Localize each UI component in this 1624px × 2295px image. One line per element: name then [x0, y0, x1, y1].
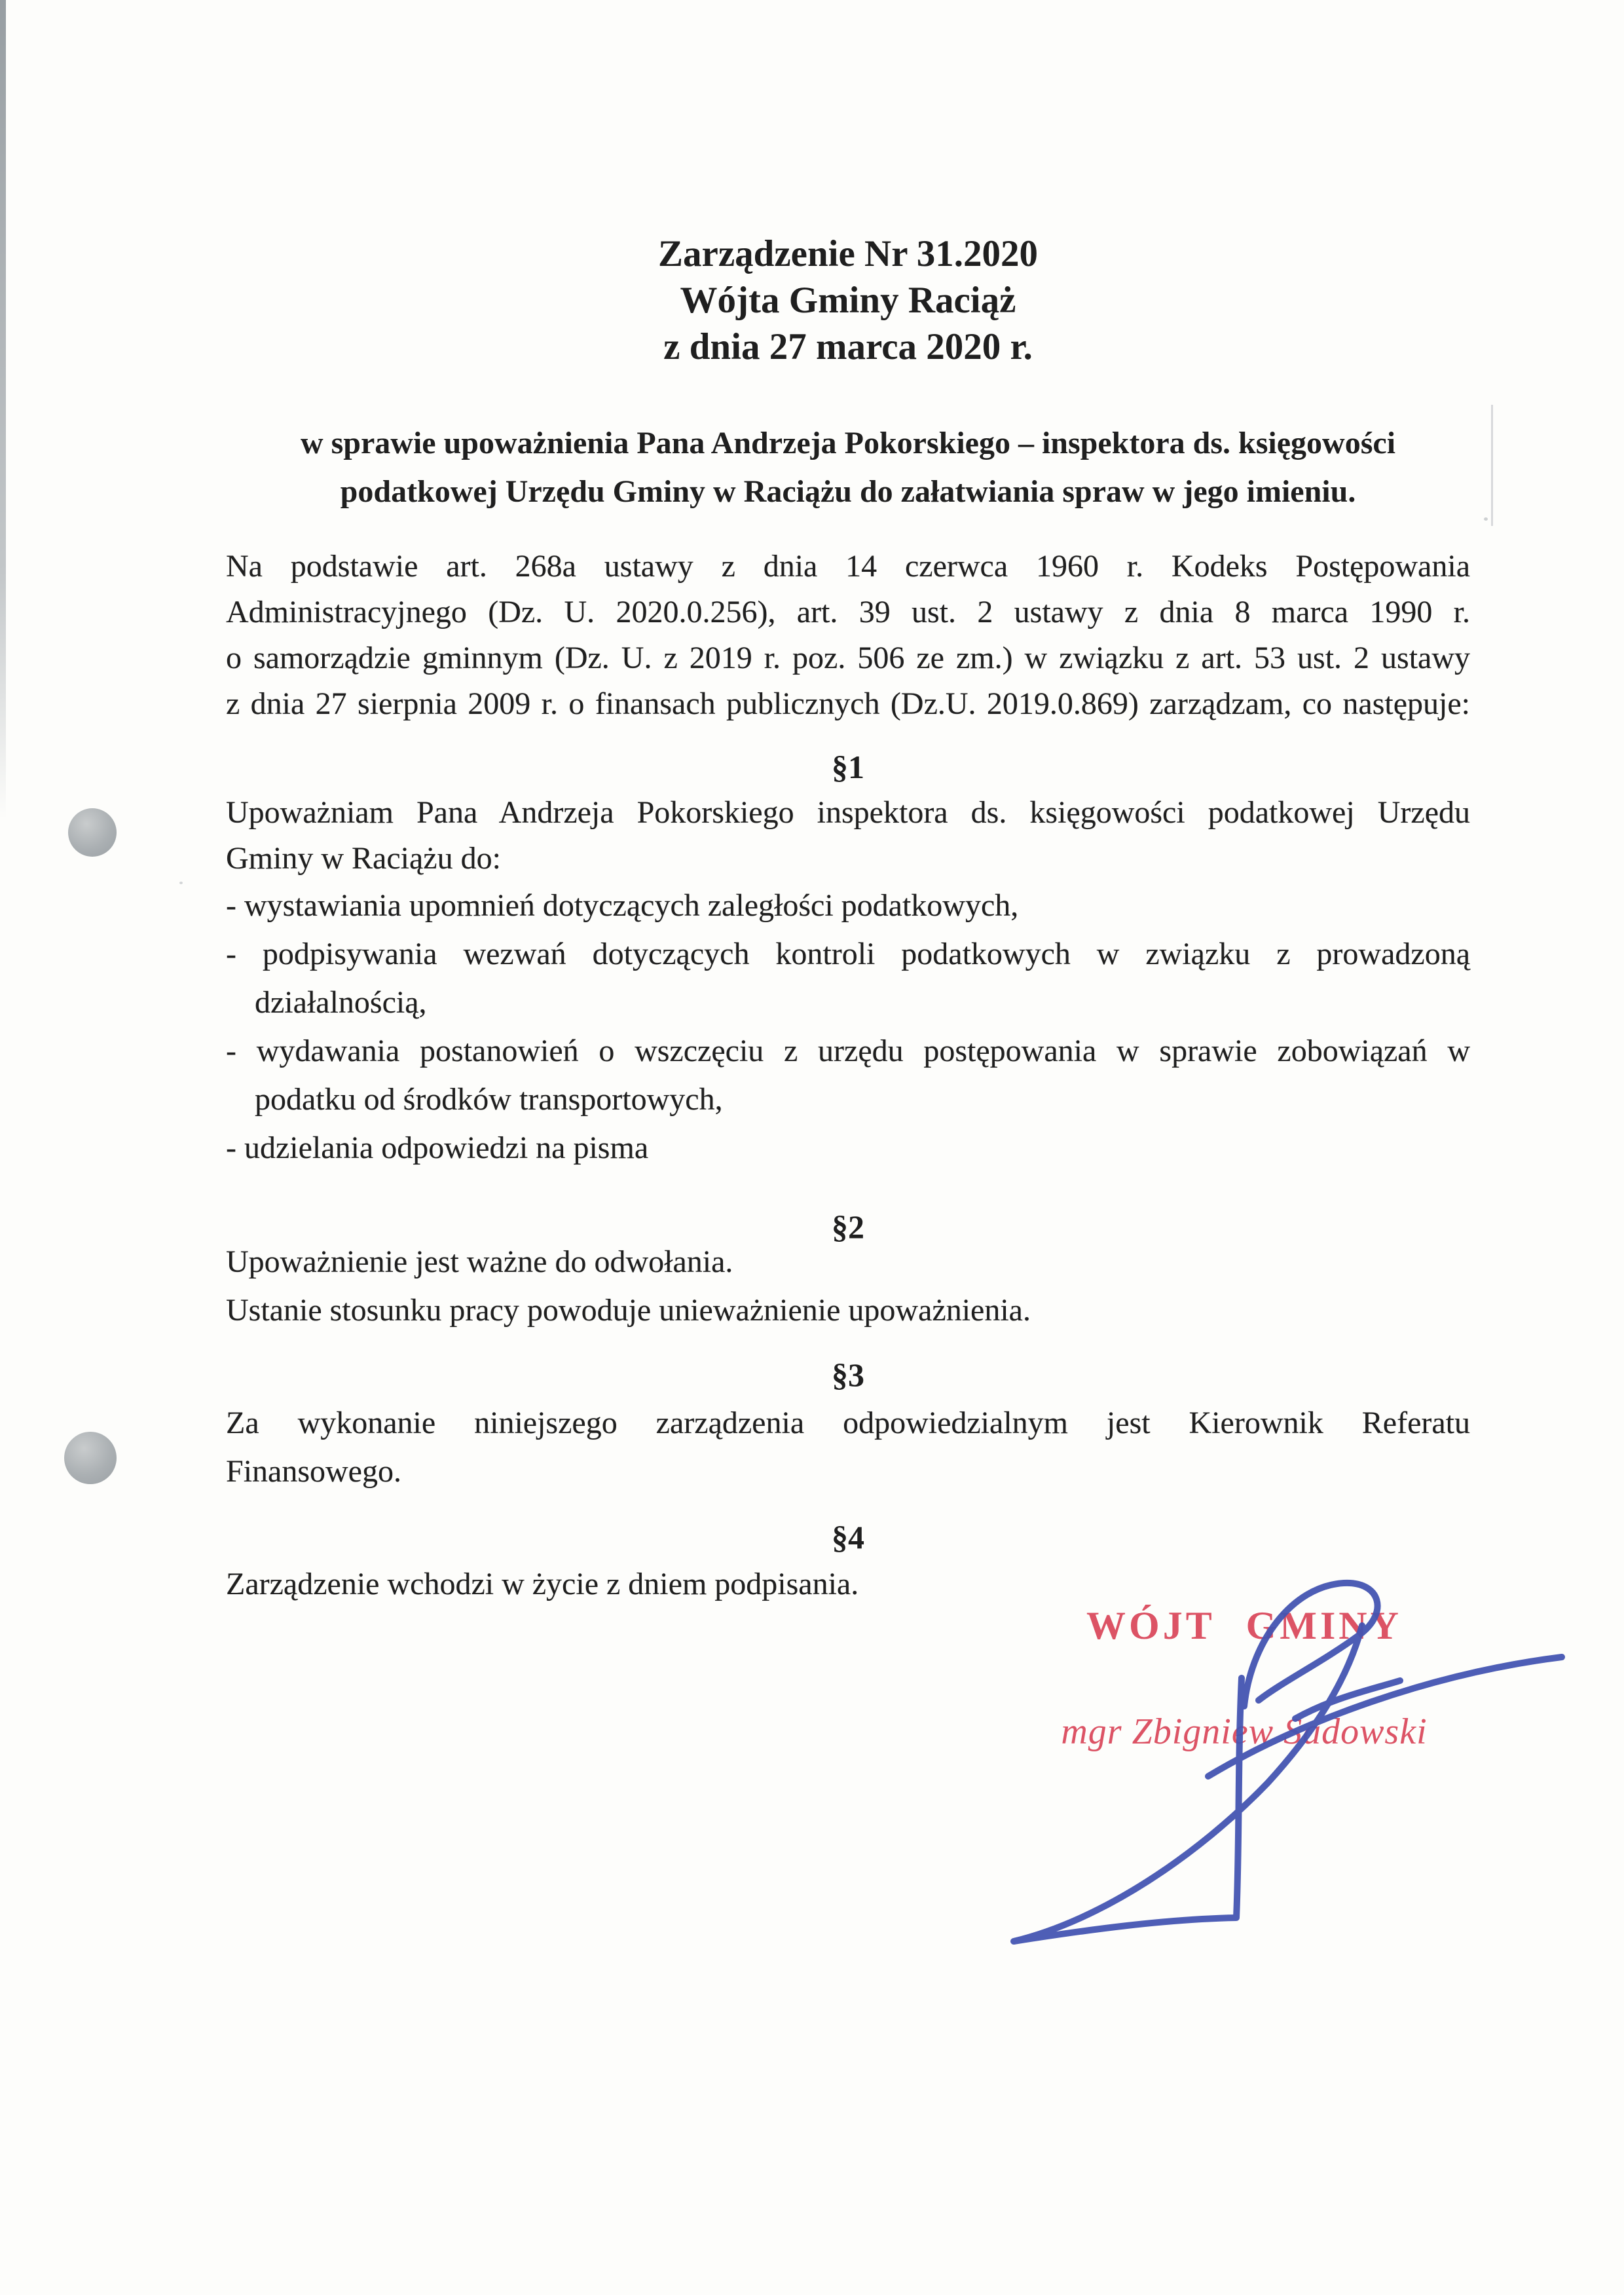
bullet-line: - podpisywania wezwań dotyczących kontroli podatkowych w związku z prowadzoną	[226, 937, 1470, 971]
handwritten-signature	[969, 1565, 1572, 1971]
stamp-title: WÓJT GMINY	[1086, 1604, 1402, 1647]
punch-hole-top	[68, 808, 117, 857]
section-1-paragraph	[226, 790, 1470, 882]
bullet-line: - wydawania postanowień o wszczęciu z urzędu postępowania w sprawie zobowiązań w	[226, 1034, 1470, 1068]
bullet-line: - wystawiania upomnień dotyczących zaległości podatkowych,	[226, 888, 1019, 923]
section-3-header: §3	[832, 1356, 864, 1393]
bullet-continuation-line: działalnością,	[255, 985, 427, 1020]
section-1-header: §1	[832, 749, 864, 785]
title-line: z dnia 27 marca 2020 r.	[663, 326, 1033, 367]
bullet-line: - udzielania odpowiedzi na pisma	[226, 1130, 649, 1165]
scan-speck	[179, 882, 183, 884]
paragraph-line: Zarządzenie wchodzi w życie z dniem podpisania.	[226, 1567, 859, 1601]
paragraph-line: o samorządzie gminnym (Dz. U. z 2019 r. poz. 506 ze zm.) w związku z art. 53 ust. 2 ustawy	[226, 641, 1470, 675]
paragraph-line: Upoważnienie jest ważne do odwołania.	[226, 1244, 733, 1279]
section-2-paragraph	[226, 1238, 1470, 1335]
section-3-paragraph	[226, 1399, 1470, 1496]
title-line: Zarządzenie Nr 31.2020	[658, 233, 1038, 274]
paragraph-line: z dnia 27 sierpnia 2009 r. o finansach publicznych (Dz.U. 2019.0.869) zarządzam, co następuje:	[226, 686, 1470, 721]
paragraph-line: Upoważniam Pana Andrzeja Pokorskiego inspektora ds. księgowości podatkowej Urzędu	[226, 795, 1470, 830]
paragraph-line: Na podstawie art. 268a ustawy z dnia 14 czerwca 1960 r. Kodeks Postępowania	[226, 549, 1470, 584]
signature-right-flourish	[1208, 1657, 1562, 1776]
bullet-continuation-line: podatku od środków transportowych,	[255, 1082, 723, 1117]
section-4-header: §4	[832, 1519, 864, 1556]
paragraph-line: Za wykonanie niniejszego zarządzenia odpowiedzialnym jest Kierownik Referatu	[226, 1406, 1470, 1440]
subject-line: w sprawie upoważnienia Pana Andrzeja Pokorskiego – inspektora ds. księgowości	[300, 426, 1396, 460]
punch-hole-bottom	[64, 1432, 117, 1484]
section-2-header: §2	[832, 1208, 864, 1245]
signature-descender	[1014, 1626, 1362, 1941]
scan-line-artifact	[1491, 405, 1493, 526]
stamp-name: mgr Zbigniew Sadowski	[1061, 1711, 1428, 1752]
title-line: Wójta Gminy Raciąż	[680, 280, 1016, 321]
section-1-bullet-list	[226, 882, 1470, 1172]
scan-edge-strip	[0, 0, 6, 819]
legal-basis-paragraph	[226, 544, 1470, 727]
subject-line: podatkowej Urzędu Gminy w Raciążu do załatwiania spraw w jego imieniu.	[340, 474, 1356, 509]
paragraph-line: Gminy w Raciążu do:	[226, 841, 501, 876]
document-title	[226, 231, 1470, 370]
paragraph-line: Finansowego.	[226, 1454, 401, 1489]
scan-speck	[1484, 517, 1488, 521]
document-subject	[226, 419, 1470, 516]
paragraph-line: Administracyjnego (Dz. U. 2020.0.256), art. 39 ust. 2 ustawy z dnia 8 marca 1990 r.	[226, 595, 1470, 629]
paragraph-line: Ustanie stosunku pracy powoduje unieważnienie upoważnienia.	[226, 1293, 1031, 1328]
